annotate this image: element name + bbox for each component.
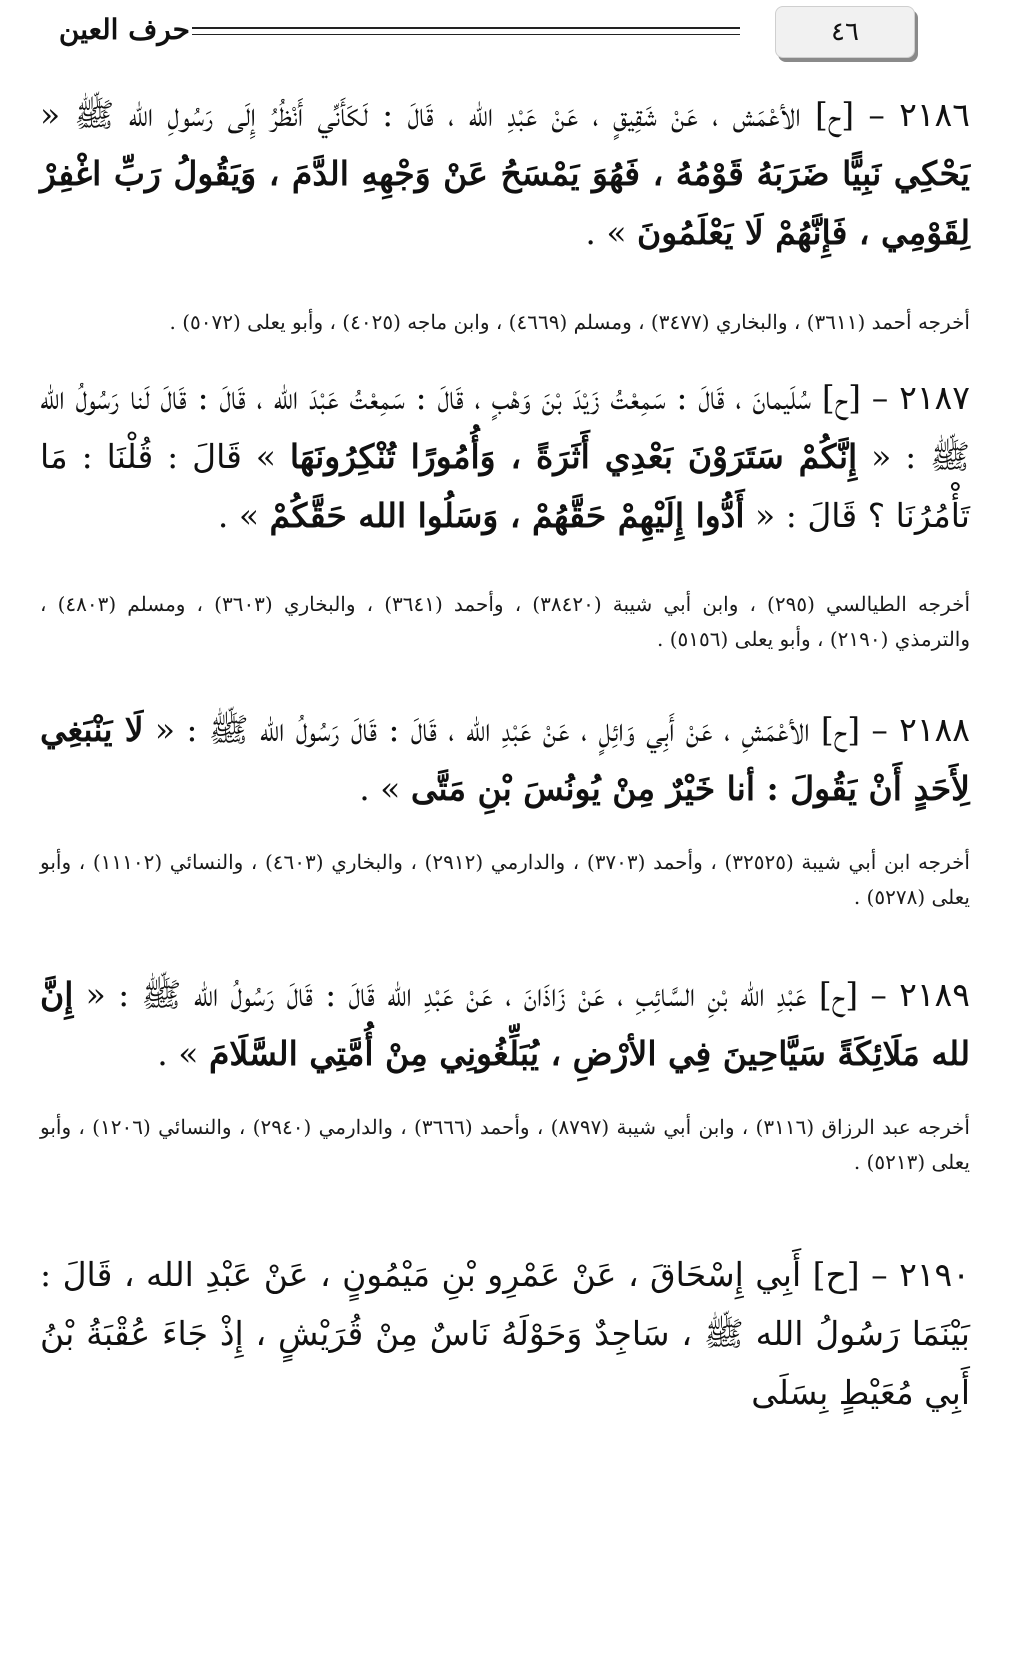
chapter-title: حرف العين [58,13,190,46]
hadith-number: ٢١٨٧ [899,378,970,417]
takhrij-2188: أخرجه ابن أبي شيبة (٣٢٥٢٥) ، وأحمد (٣٧٠٣) ، والدارمي (٢٩١٢) ، والبخاري (٤٦٠٣) ، والنسائي (١١١٠٢) ، وأبو يعلى (٥٢٧٨) . [40,850,970,909]
hadith-2187 [40,368,970,545]
hadith-isnad: – [ح] أَبِي إِسْحَاقَ ، عَنْ عَمْرِو بْنِ مَيْمُونٍ ، عَنْ عَبْدِ الله ، قَالَ : بَيْنَمَا رَسُولُ الله ﷺ ، سَاجِدٌ وَحَوْلَهُ نَاسٌ مِنْ قُرَيْشٍ ، إِذْ جَاءَ عُقْبَةُ بْنُ أَبِي مُعَيْطٍ بِسَلَى [40,1255,970,1412]
hadith-number: ٢١٨٩ [899,975,970,1014]
hadith-close: » قَالَ : قُلْنَا : مَا تَأْمُرُنَا ؟ قَالَ : « [40,437,970,535]
hadith-2186 [40,85,970,262]
hadith-number: ٢١٩٠ [899,1255,970,1294]
header-rule [192,27,740,29]
takhrij-2187: أخرجه الطيالسي (٢٩٥) ، وابن أبي شيبة (٣٨٤٢٠) ، وأحمد (٣٦٤١) ، والبخاري (٣٦٠٣) ، ومسلم (٤٨٠٣) ، والترمذي (٢١٩٠) ، وأبو يعلى (٥١٥٦) . [40,592,970,651]
hadith-close: » . [157,1034,209,1073]
hadith-2190 [40,1245,970,1422]
takhrij-2186: أخرجه أحمد (٣٦١١) ، والبخاري (٣٤٧٧) ، ومسلم (٤٦٦٩) ، وابن ماجه (٤٠٢٥) ، وأبو يعلى (٥٠٧٢) . [169,310,970,334]
hadith-isnad: – [ح] عَبْدِ الله بْنِ السَّائِبِ ، عَنْ زَاذَانَ ، عَنْ عَبْدِ الله قَالَ : قَالَ رَسُولُ الله ﷺ : « [73,975,900,1014]
hadith-matn: إِنَّكُمْ سَتَرَوْنَ بَعْدِي أَثَرَةً ، وَأُمُورًا تُنْكِرُونَهَا [289,437,858,476]
hadith-2188 [40,700,970,818]
hadith-matn: لَا يَنْبَغِي لِأَحَدٍ أَنْ يَقُولَ : أنا خَيْرٌ مِنْ يُونُسَ بْنِ مَتَّى [40,710,970,808]
hadith-matn: إِنَّ لله مَلَائِكَةً سَيَّاحِينَ فِي الأرْضِ ، يُبَلِّغُونِي مِنْ أُمَّتِي السَّلَامَ [40,975,970,1073]
takhrij-2189: أخرجه عبد الرزاق (٣١١٦) ، وابن أبي شيبة (٨٧٩٧) ، وأحمد (٣٦٦٦) ، والدارمي (٢٩٤٠) ، والنسائي (١٢٠٦) ، وأبو يعلى (٥٢١٣) . [40,1115,970,1174]
hadith-close: » . [359,769,411,808]
hadith-close-2: » . [217,496,270,535]
hadith-number: ٢١٨٦ [899,95,970,134]
hadith-matn: يَحْكِي نَبِيًّا ضَرَبَهُ قَوْمُهُ ، فَهُوَ يَمْسَحُ عَنْ وَجْهِهِ الدَّمَ ، وَيَقُولُ رَبِّ اغْفِرْ لِقَوْمِي ، فَإِنَّهُمْ لَا يَعْلَمُونَ [40,154,970,252]
hadith-isnad: – [ح] الأعْمَش ، عَنْ شَقِيقٍ ، عَنْ عَبْدِ الله ، قَالَ : لَكَأَنِّي أَنْظُرُ إِلَى رَسُولِ الله ﷺ « [40,95,900,134]
hadith-2189 [40,965,970,1083]
page-number-tab: ٤٦ [775,6,915,58]
hadith-isnad: – [ح] الأعْمَشِ ، عَنْ أَبِي وَائِلٍ ، عَنْ عَبْدِ الله ، قَالَ : قَالَ رَسُولُ الله ﷺ : « [143,710,900,749]
hadith-isnad: – [ح] سُلَيمانَ ، قَالَ : سَمِعْتُ زَيْدَ بْنَ وَهْبٍ ، قَالَ : سَمِعْتُ عَبْدَ الله ، قَالَ : قَالَ لَنا رَسُولُ الله ﷺ : « [40,378,970,476]
hadith-close: » . [585,213,638,252]
hadith-matn-2: أَدُّوا إِلَيْهِمْ حَقَّهُمْ ، وَسَلُوا الله حَقَّكُمْ [269,496,745,535]
header-rule-thin [192,34,740,35]
hadith-number: ٢١٨٨ [899,710,970,749]
